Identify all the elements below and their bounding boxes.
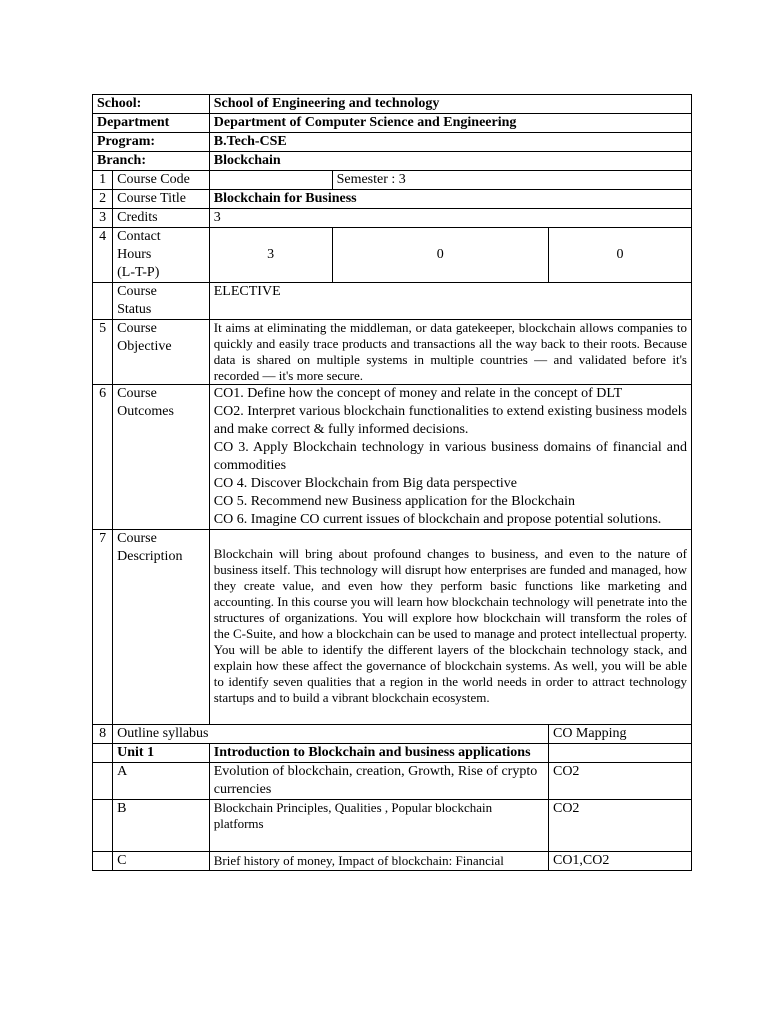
syllabus-item-row <box>93 852 692 871</box>
course-outcomes-label-line: Outcomes <box>117 404 174 419</box>
row-number: 8 <box>93 725 113 744</box>
course-objective-label <box>113 320 210 385</box>
school-label: School: <box>93 95 210 114</box>
course-status-row <box>93 283 692 320</box>
row-number <box>93 763 113 800</box>
syllabus-item-co: CO2 <box>548 763 691 800</box>
course-outcome-item: CO1. Define how the concept of money and relate in the concept of DLT <box>213 386 623 401</box>
course-code-label: Course Code <box>113 171 210 190</box>
row-number: 1 <box>93 171 113 190</box>
course-description-label <box>113 530 210 725</box>
co-mapping-label: CO Mapping <box>548 725 691 744</box>
row-number: 7 <box>93 530 113 725</box>
row-number: 3 <box>93 209 113 228</box>
course-outcomes-list <box>209 385 691 530</box>
course-status-label-line: Course <box>117 284 157 299</box>
contact-hours-label-line: (L-T-P) <box>117 265 160 280</box>
unit-co-mapping <box>548 744 691 763</box>
branch-value: Blockchain <box>209 152 691 171</box>
credits-row <box>93 209 692 228</box>
tutorial-hours: 0 <box>332 228 548 283</box>
course-description-label-line: Course <box>117 531 157 546</box>
semester-value: Semester : 3 <box>332 171 691 190</box>
syllabus-item-row <box>93 800 692 852</box>
syllabus-item-key: C <box>113 852 210 871</box>
contact-hours-label-line: Hours <box>117 247 152 262</box>
unit-label: Unit 1 <box>113 744 210 763</box>
program-row <box>93 133 692 152</box>
course-outcome-item: CO 3. Apply Blockchain technology in various business domains of financial and commodities <box>213 440 687 473</box>
syllabus-item-key: A <box>113 763 210 800</box>
row-number <box>93 744 113 763</box>
course-objective-label-line: Course <box>117 321 157 336</box>
course-title-row <box>93 190 692 209</box>
department-label: Department <box>93 114 210 133</box>
row-number: 2 <box>93 190 113 209</box>
course-outcome-item: CO 5. Recommend new Business application for the Blockchain <box>213 494 575 509</box>
row-number <box>93 283 113 320</box>
row-number: 5 <box>93 320 113 385</box>
course-code-value <box>209 171 332 190</box>
contact-hours-row <box>93 228 692 283</box>
unit-row <box>93 744 692 763</box>
syllabus-item-topic: Blockchain Principles, Qualities , Popular blockchain platforms <box>209 800 548 852</box>
row-number: 4 <box>93 228 113 283</box>
syllabus-item-row <box>93 763 692 800</box>
credits-label: Credits <box>113 209 210 228</box>
course-description-row <box>93 530 692 725</box>
course-title-value: Blockchain for Business <box>209 190 691 209</box>
syllabus-item-topic: Evolution of blockchain, creation, Growth, Rise of crypto currencies <box>209 763 548 800</box>
unit-title: Introduction to Blockchain and business applications <box>209 744 548 763</box>
branch-row <box>93 152 692 171</box>
course-outcome-item: CO2. Interpret various blockchain functionalities to extend existing business models and make correct & fully informed decisions. <box>213 404 687 437</box>
course-status-label-line: Status <box>117 302 152 317</box>
school-value: School of Engineering and technology <box>209 95 691 114</box>
practical-hours: 0 <box>548 228 691 283</box>
course-description-label-line: Description <box>117 549 183 564</box>
course-outcome-item: CO 4. Discover Blockchain from Big data perspective <box>213 476 517 491</box>
course-outcome-item: CO 6. Imagine CO current issues of blockchain and propose potential solutions. <box>213 512 662 527</box>
course-title-label: Course Title <box>113 190 210 209</box>
department-value: Department of Computer Science and Engineering <box>209 114 691 133</box>
syllabus-item-co: CO1,CO2 <box>548 852 691 871</box>
row-number <box>93 800 113 852</box>
branch-label: Branch: <box>93 152 210 171</box>
course-outcomes-label <box>113 385 210 530</box>
course-objective-row <box>93 320 692 385</box>
row-number <box>93 852 113 871</box>
course-objective-value: It aims at eliminating the middleman, or data gatekeeper, blockchain allows companies to quickly and easily trace products and transactions all the way back to their roots. Because data is shared on multiple systems in multiple countries — and validated before it's recorded — it's more secure. <box>209 320 691 385</box>
department-row <box>93 114 692 133</box>
course-status-value: ELECTIVE <box>209 283 691 320</box>
row-number: 6 <box>93 385 113 530</box>
course-code-row <box>93 171 692 190</box>
outline-header-row <box>93 725 692 744</box>
course-details-table <box>92 94 692 871</box>
program-value: B.Tech-CSE <box>209 133 691 152</box>
course-outcomes-row <box>93 385 692 530</box>
course-outcomes-label-line: Course <box>117 386 157 401</box>
program-label: Program: <box>93 133 210 152</box>
school-row <box>93 95 692 114</box>
credits-value: 3 <box>209 209 691 228</box>
contact-hours-label <box>113 228 210 283</box>
course-status-label <box>113 283 210 320</box>
syllabus-item-topic: Brief history of money, Impact of blockchain: Financial <box>209 852 548 871</box>
syllabus-item-key: B <box>113 800 210 852</box>
lecture-hours: 3 <box>209 228 332 283</box>
syllabus-item-co: CO2 <box>548 800 691 852</box>
contact-hours-label-line: Contact <box>117 229 161 244</box>
course-objective-label-line: Objective <box>117 339 172 354</box>
course-description-value: Blockchain will bring about profound changes to business, and even to the nature of business itself. This technology will disrupt how enterprises are funded and managed, how they create value, and even how they perform basic functions like marketing and accounting. In this course you will learn how blockchain technology will penetrate into the structures of organizations. You will explore how blockchain will transform the roles of the C-Suite, and how a blockchain can be used to manage and protect intellectual property. You will be able to identify the different layers of the blockchain technology stack, and explain how these affect the governance of blockchain systems. As well, you will be able to identify seven qualities that a region in the world needs in order to attract technology startups and to build a vibrant blockchain ecosystem. <box>209 530 691 725</box>
outline-syllabus-label: Outline syllabus <box>113 725 549 744</box>
